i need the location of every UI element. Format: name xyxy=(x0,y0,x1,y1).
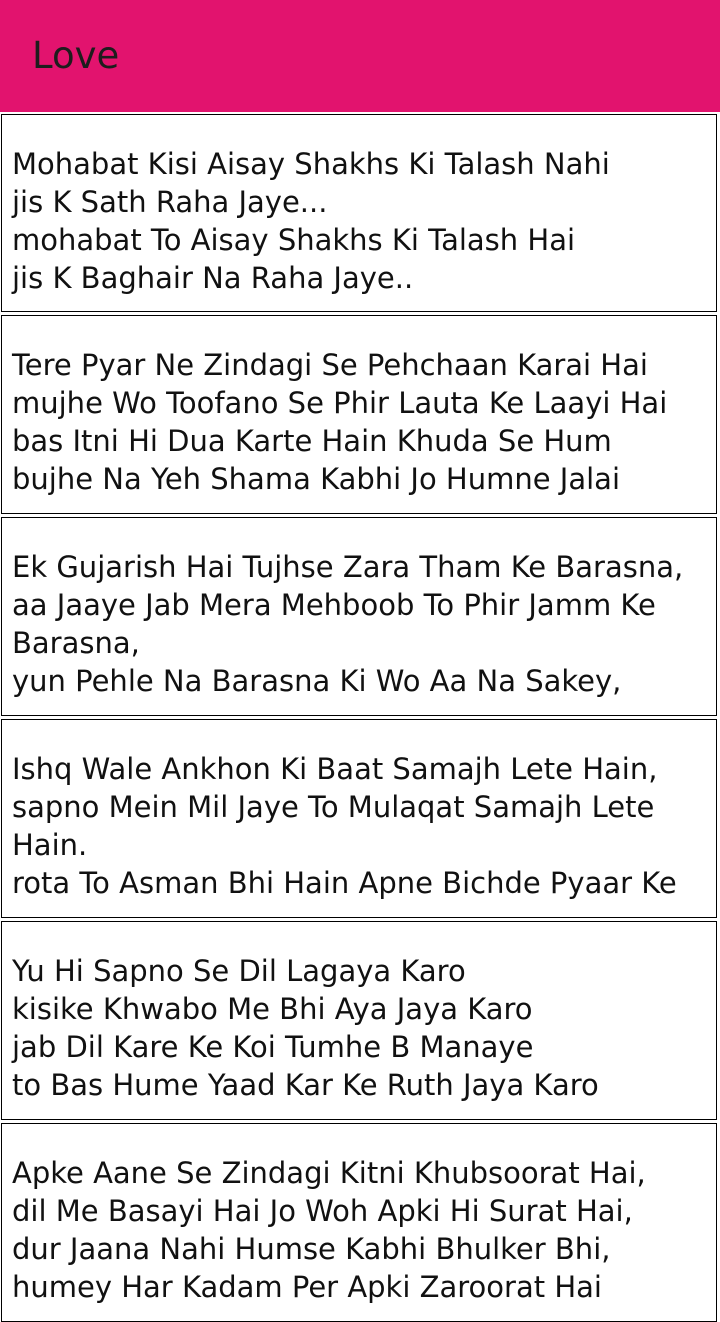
quote-card[interactable] xyxy=(1,719,717,918)
app-title: Love xyxy=(32,34,120,77)
quote-text: Ek Gujarish Hai Tujhse Zara Tham Ke Barasna, aa Jaaye Jab Mera Mehboob To Phir Jamm Ke Barasna, yun Pehle Na Barasna Ki Wo Aa Na Sakey, xyxy=(12,550,684,698)
quote-text: Apke Aane Se Zindagi Kitni Khubsoorat Hai, dil Me Basayi Hai Jo Woh Apki Hi Surat Hai, dur Jaana Nahi Humse Kabhi Bhulker Bhi, humey Har Kadam Per Apki Zaroorat Hai xyxy=(12,1156,646,1304)
quote-card[interactable] xyxy=(1,517,717,716)
quote-text: Ishq Wale Ankhon Ki Baat Samajh Lete Hain, sapno Mein Mil Jaye To Mulaqat Samajh Lete Hain. rota To Asman Bhi Hain Apne Bichde Pyaar Ke xyxy=(12,752,677,900)
quote-card[interactable] xyxy=(1,1123,717,1322)
quote-text: Yu Hi Sapno Se Dil Lagaya Karo kisike Khwabo Me Bhi Aya Jaya Karo jab Dil Kare Ke Koi Tumhe B Manaye to Bas Hume Yaad Kar Ke Ruth Jaya Karo xyxy=(12,954,599,1102)
quote-card[interactable] xyxy=(1,921,717,1120)
quote-list[interactable] xyxy=(0,112,720,1304)
app-bar xyxy=(0,0,720,112)
quote-card[interactable] xyxy=(1,315,717,514)
quote-text: Mohabat Kisi Aisay Shakhs Ki Talash Nahi jis K Sath Raha Jaye... mohabat To Aisay Shakhs Ki Talash Hai jis K Baghair Na Raha Jaye.. xyxy=(12,147,610,295)
quote-text: Tere Pyar Ne Zindagi Se Pehchaan Karai Hai mujhe Wo Toofano Se Phir Lauta Ke Laayi Hai bas Itni Hi Dua Karte Hain Khuda Se Hum bujhe Na Yeh Shama Kabhi Jo Humne Jalai xyxy=(12,348,668,496)
quote-card[interactable] xyxy=(1,114,717,312)
